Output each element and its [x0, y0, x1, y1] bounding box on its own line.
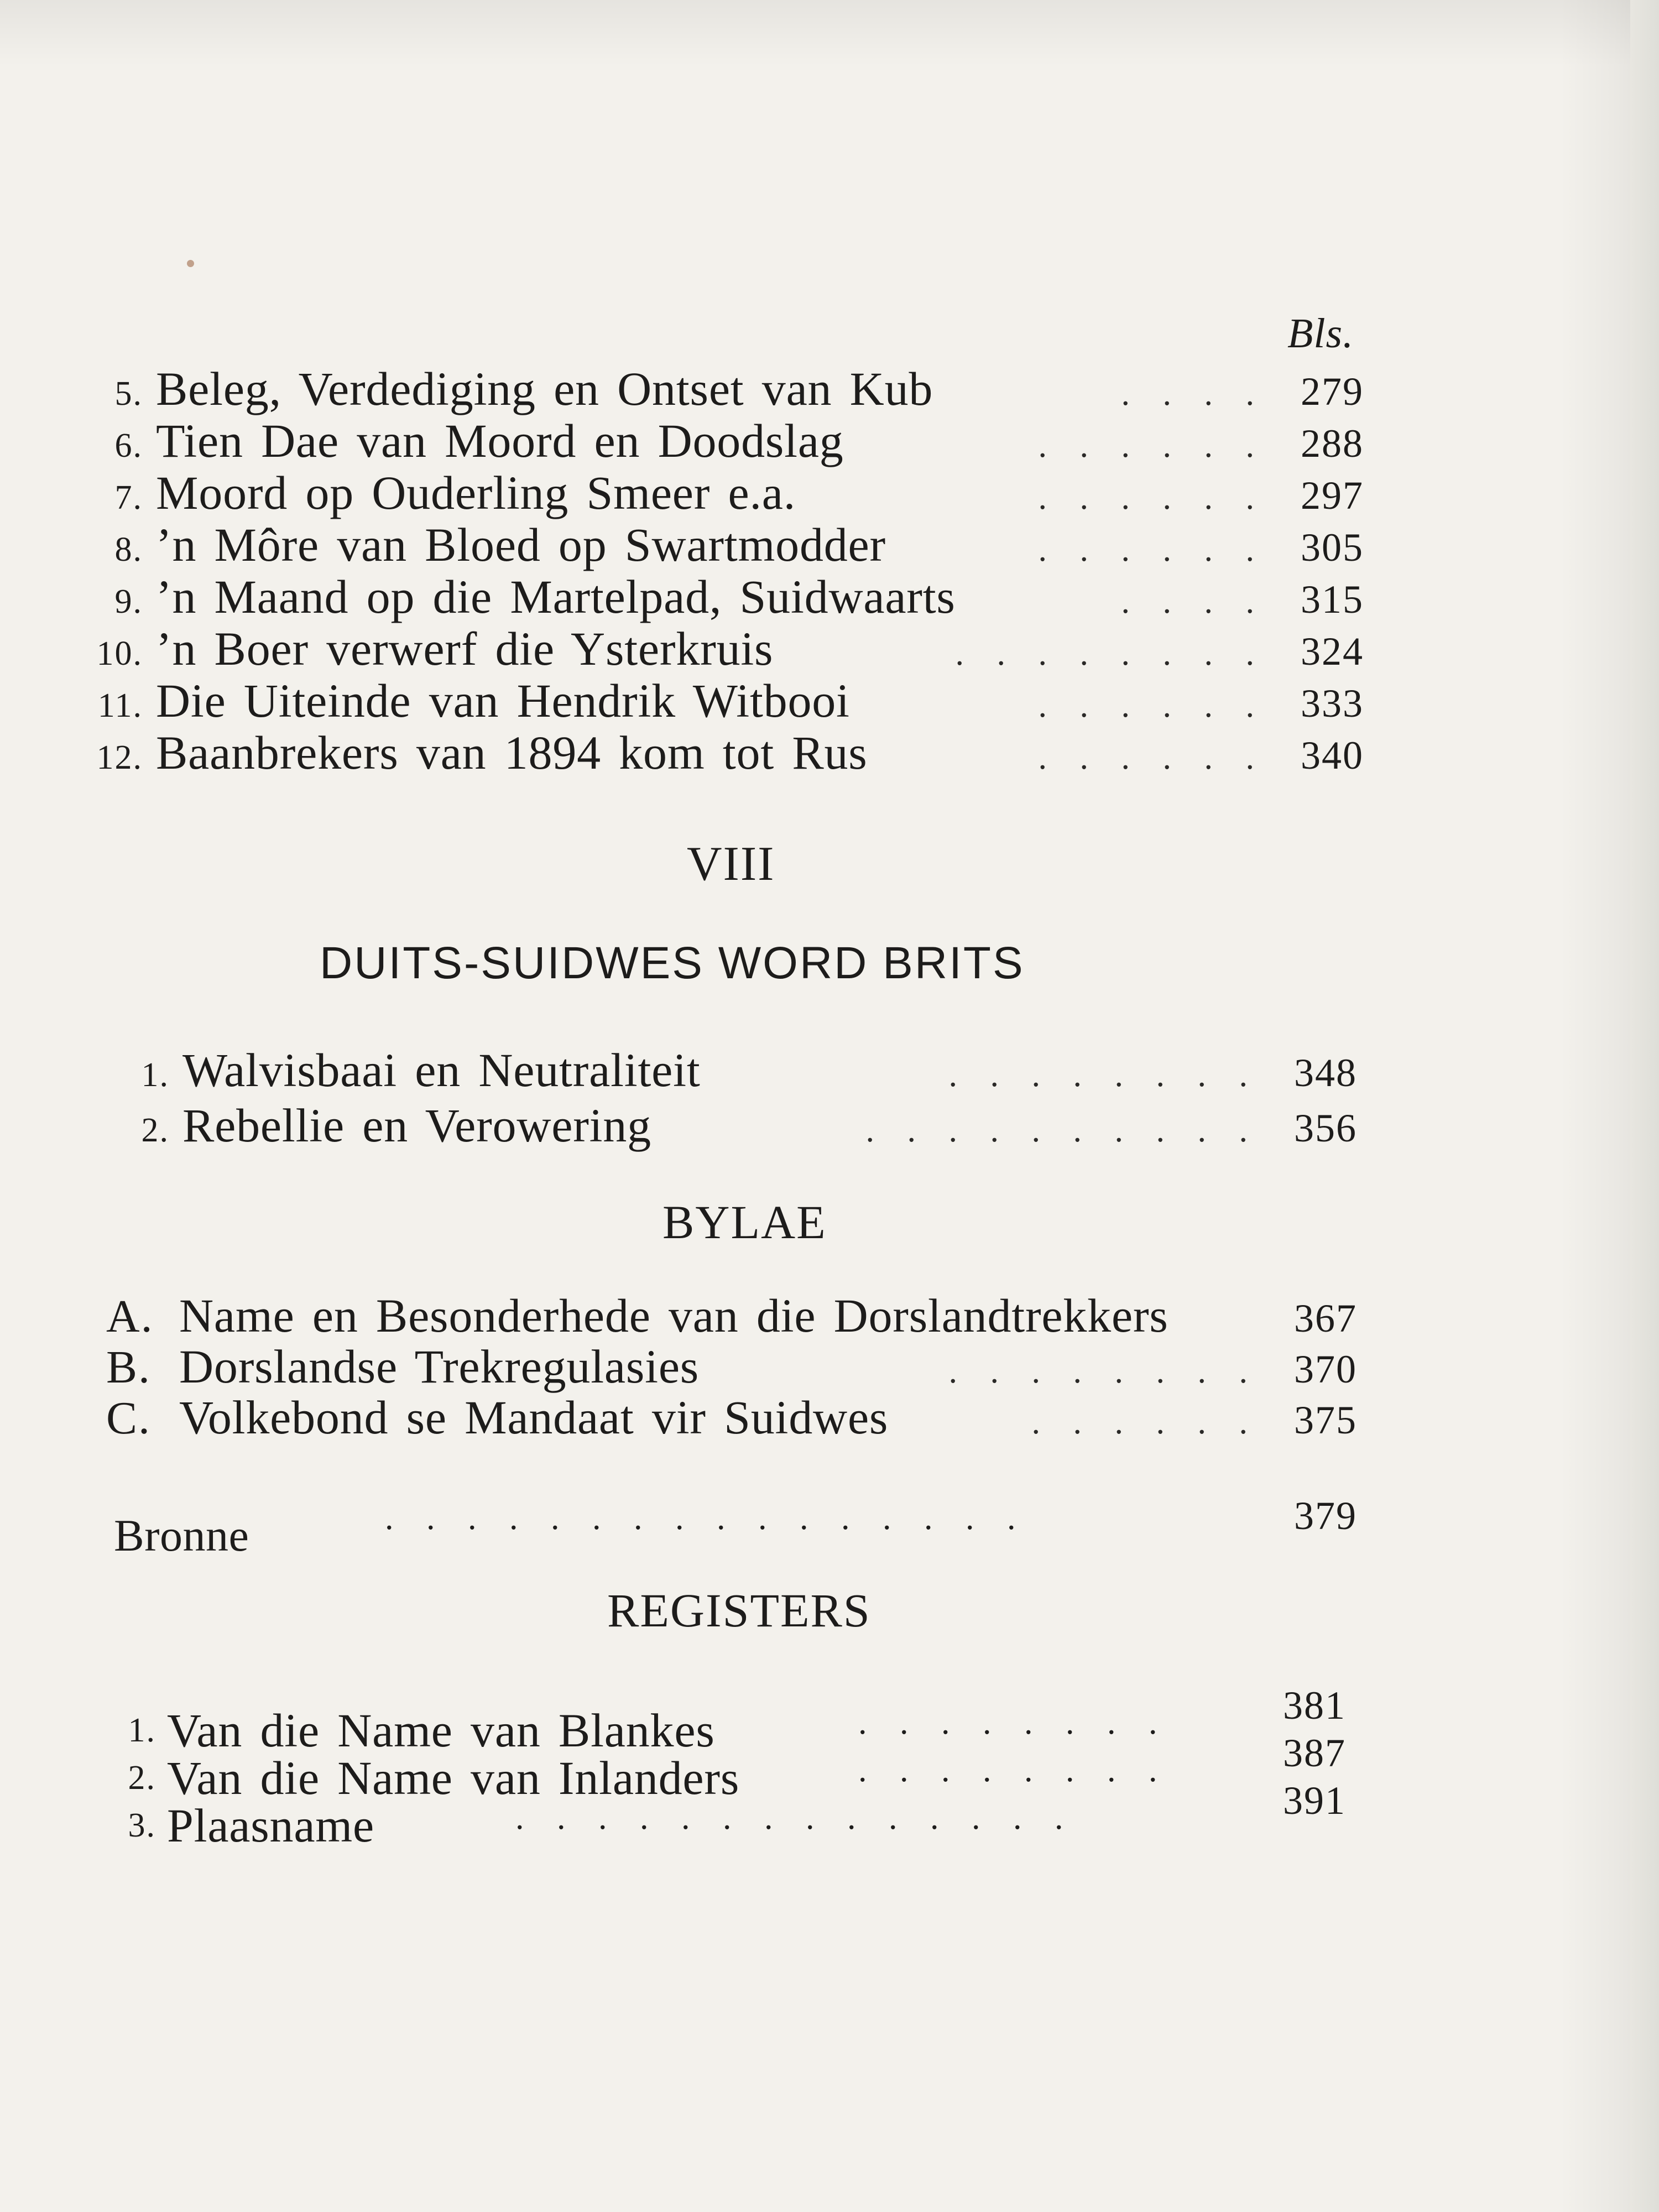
dot-leader: . . . . . . [1038, 531, 1266, 568]
entry-page-number: 279 [1301, 369, 1364, 414]
toc-entry [83, 520, 1364, 570]
entry-page-number: 333 [1301, 681, 1364, 726]
toc-entry [83, 572, 1364, 622]
entry-number: 10. [96, 635, 143, 672]
entry-title: Rebellie en Verowering [182, 1099, 651, 1152]
appendix-entry [106, 1291, 1357, 1340]
entry-page-number: 340 [1301, 733, 1364, 778]
toc-entry [83, 416, 1364, 466]
entry-page-number: 387 [1283, 1731, 1346, 1775]
entry-page-number: 288 [1301, 421, 1364, 466]
entry-page-number: 356 [1294, 1106, 1357, 1150]
toc-entry [83, 676, 1364, 726]
entry-page-number: 305 [1301, 525, 1364, 570]
entry-title: Tien Dae van Moord en Doodslag [156, 414, 844, 467]
entry-number: 7. [114, 479, 143, 517]
entry-page-number: 379 [1294, 1494, 1357, 1538]
entry-page-number: 315 [1301, 577, 1364, 622]
appendix-entry [106, 1392, 1357, 1442]
entry-number: 9. [114, 583, 143, 620]
entry-title: ’n Boer verwerf die Ysterkruis [156, 622, 774, 675]
toc-entry [83, 624, 1364, 674]
entry-letter: A. [106, 1291, 154, 1342]
entry-title: Plaasname [167, 1799, 374, 1852]
entry-title: Moord op Ouderling Smeer e.a. [156, 466, 796, 519]
entry-number: 11. [97, 687, 143, 724]
toc-entry [83, 728, 1364, 778]
entry-page-number: 391 [1283, 1778, 1346, 1823]
entry-title: Van die Name van Inlanders [167, 1751, 740, 1804]
entry-title: Van die Name van Blankes [167, 1704, 715, 1757]
register-entry [95, 1778, 1357, 1852]
entry-title: Name en Besonderhede van die Dorslandtrekkers [179, 1289, 1168, 1342]
section-numeral: VIII [687, 837, 775, 891]
entry-page-number: 367 [1294, 1296, 1357, 1340]
toc-entry [83, 364, 1364, 414]
entry-title: Volkebond se Mandaat vir Suidwes [179, 1391, 889, 1444]
toc-entry [109, 1100, 1357, 1150]
entry-number: 1. [141, 1056, 169, 1094]
bronne-label: Bronne [114, 1510, 249, 1561]
dot-leader: . . . . . . [1038, 427, 1266, 465]
entry-number: 12. [96, 739, 143, 776]
entry-page-number: 370 [1294, 1347, 1357, 1391]
entry-page-number: 381 [1283, 1683, 1346, 1728]
toc-entry [109, 1045, 1357, 1095]
appendix-entry [106, 1342, 1357, 1391]
dot-leader: . . . . . . . . [955, 635, 1266, 672]
entry-number: 2. [141, 1112, 169, 1149]
dot-leader: . . . . . . . . [858, 1751, 1170, 1789]
entry-title: Dorslandse Trekregulasies [179, 1340, 700, 1393]
entry-page-number: 348 [1294, 1051, 1357, 1095]
entry-page-number: 375 [1294, 1398, 1357, 1442]
entry-page-number: 324 [1301, 629, 1364, 674]
entry-letter: C. [106, 1392, 152, 1444]
dot-leader: . . . . [1121, 583, 1266, 620]
entry-number: 8. [114, 531, 143, 568]
dot-leader: . . . . . . . . . . . . . . . . [385, 1499, 1028, 1537]
dot-leader: . . . . . . [1038, 479, 1266, 517]
entry-title: Baanbrekers van 1894 kom tot Rus [156, 726, 868, 779]
entry-number: 2. [128, 1759, 156, 1797]
entry-number: 5. [114, 375, 143, 413]
dot-leader: . . . . . . . . [948, 1353, 1260, 1390]
dot-leader: . . . . [1121, 375, 1266, 413]
entry-number: 6. [114, 427, 143, 465]
registers-heading: REGISTERS [607, 1584, 871, 1637]
toc-entry [83, 468, 1364, 518]
section-title: DUITS-SUIDWES WORD BRITS [320, 938, 1025, 988]
entry-title: ’n Môre van Bloed op Swartmodder [156, 518, 886, 571]
entry-title: Beleg, Verdediging en Ontset van Kub [156, 362, 933, 415]
entry-number: 3. [128, 1807, 156, 1844]
dot-leader: . . . . . . . . [858, 1704, 1170, 1741]
dot-leader: . . . . . . . . . . . . . . [515, 1799, 1076, 1837]
dot-leader: . . . . . . [1038, 687, 1266, 724]
entry-title: Die Uiteinde van Hendrik Witbooi [156, 674, 850, 727]
page-column-label: Bls. [1287, 310, 1354, 357]
dot-leader: . . . . . . [1038, 739, 1266, 776]
dot-leader: . . . . . . [1031, 1404, 1260, 1441]
dot-leader: . . . . . . . . . . [865, 1112, 1260, 1149]
bylae-heading: BYLAE [662, 1196, 827, 1249]
entry-title: ’n Maand op die Martelpad, Suidwaarts [156, 570, 956, 623]
entry-number: 1. [128, 1712, 156, 1749]
entry-page-number: 297 [1301, 473, 1364, 518]
dot-leader: . . . . . . . . [948, 1056, 1260, 1094]
entry-letter: B. [106, 1342, 152, 1393]
entry-title: Walvisbaai en Neutraliteit [182, 1044, 701, 1097]
bronne-entry [114, 1493, 1357, 1561]
